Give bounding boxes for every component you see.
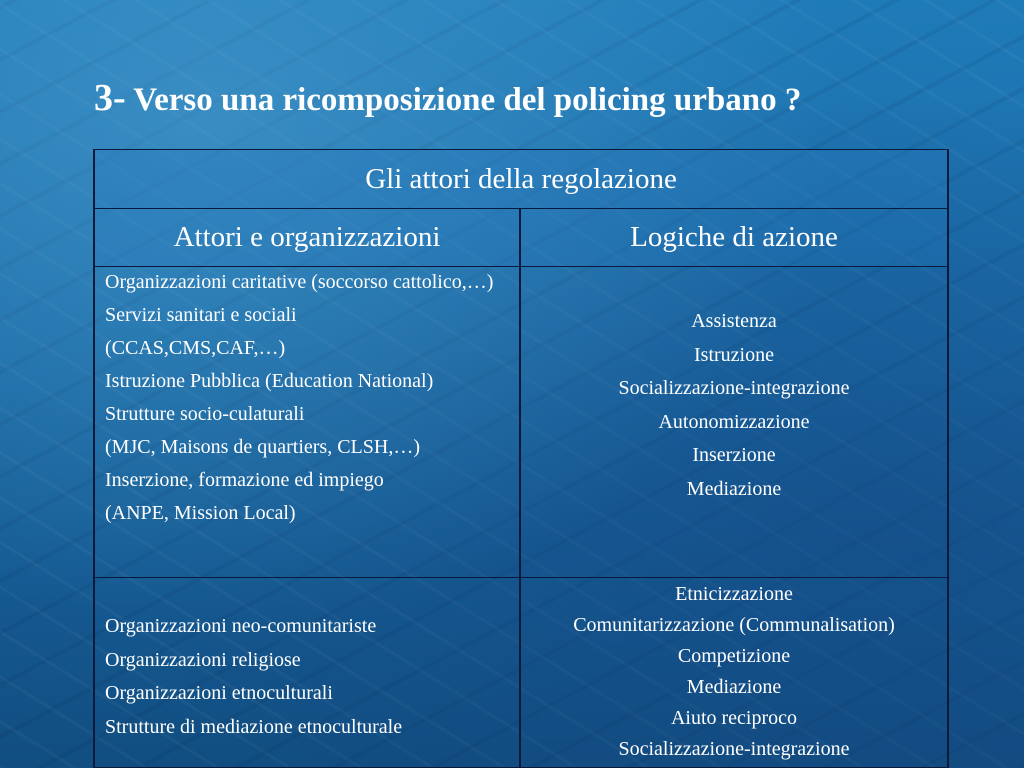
logic-item: Inserzione <box>692 444 776 467</box>
table-row <box>94 267 948 578</box>
slide-title-text: Verso una ricomposizione del policing urbano ? <box>133 82 802 118</box>
actor-item: Strutture di mediazione etnoculturale <box>105 715 403 738</box>
actor-item: (ANPE, Mission Local) <box>105 502 296 524</box>
actor-item: Organizzazioni religiose <box>105 648 301 671</box>
logic-item: Socializzazione-integrazione <box>618 377 850 400</box>
actor-item: (MJC, Maisons de quartiers, CLSH,…) <box>105 436 420 458</box>
slide-title <box>94 76 1004 120</box>
column-header-logics: Logiche di azione <box>520 209 948 267</box>
actor-item: Strutture socio-culaturali <box>105 403 305 425</box>
actor-item: Organizzazioni neo-comunitariste <box>105 615 377 637</box>
logic-item: Assistenza <box>691 310 777 332</box>
column-header-actors: Attori e organizzazioni <box>94 209 520 267</box>
slide-number: 3- <box>94 77 126 119</box>
logic-item: Comunitarizzazione (Communalisation) <box>573 614 895 636</box>
logic-item: Aiuto reciproco <box>670 707 798 729</box>
table-row <box>94 578 948 768</box>
actor-item: Servizi sanitari e sociali <box>105 304 297 326</box>
actors-cell <box>94 267 520 578</box>
logics-cell <box>520 267 948 578</box>
actor-item: Inserzione, formazione ed impiego <box>105 469 384 491</box>
actor-item: Organizzazioni etnoculturali <box>105 682 333 704</box>
actor-item: Istruzione Pubblica (Education National) <box>105 370 434 392</box>
logic-item: Mediazione <box>686 676 782 698</box>
logic-item: Etnicizzazione <box>675 583 793 605</box>
logic-item: Competizione <box>677 645 791 667</box>
table-caption: Gli attori della regolazione <box>94 150 948 209</box>
logic-item: Autonomizzazione <box>658 410 810 433</box>
logics-cell <box>520 578 948 768</box>
logic-item: Mediazione <box>686 477 782 500</box>
actor-item: (CCAS,CMS,CAF,…) <box>105 337 286 359</box>
logic-item: Istruzione <box>694 343 774 366</box>
actors-table <box>93 149 949 768</box>
actor-item: Organizzazioni caritative (soccorso cattolico,…) <box>105 271 494 293</box>
logic-item: Socializzazione-integrazione <box>618 738 850 760</box>
actors-cell <box>94 578 520 768</box>
